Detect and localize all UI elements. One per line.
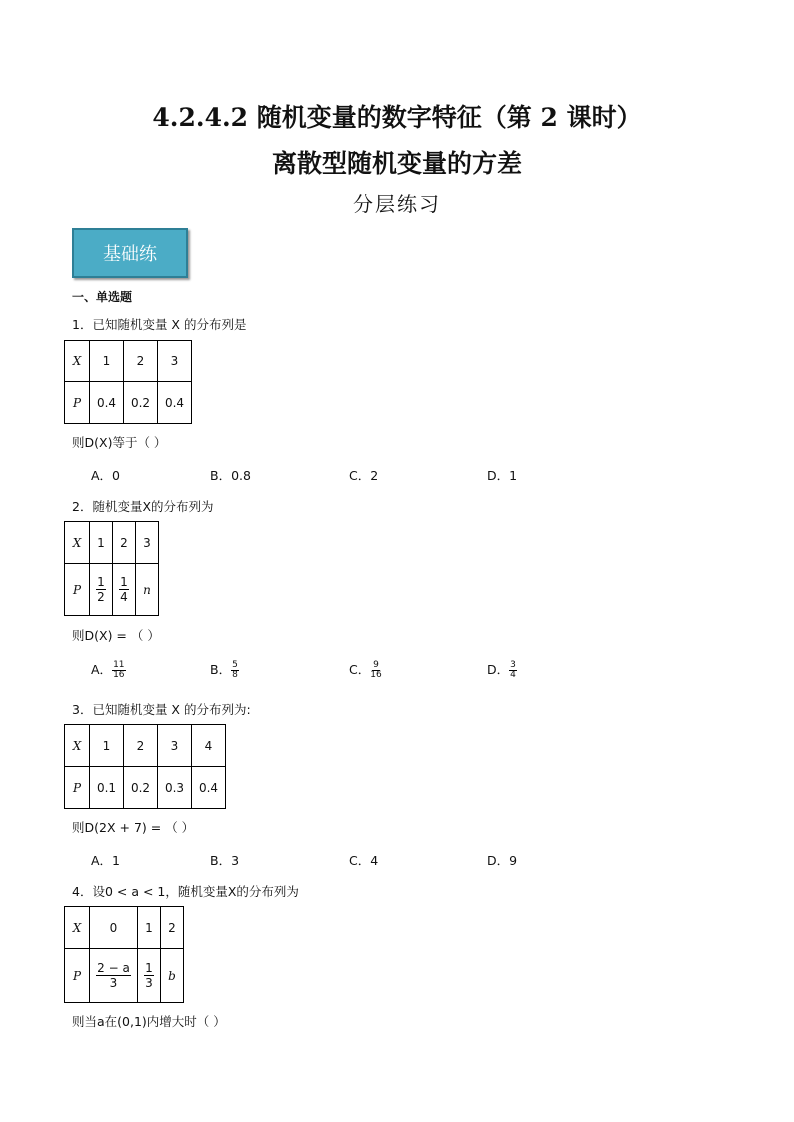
table-p-cell: $\frac{1}{2}$ (90, 564, 113, 616)
question-1-table (64, 340, 192, 424)
question-4-table (64, 906, 184, 1003)
table-p-cell: 0.3 (158, 767, 192, 809)
option-b: B．3 (210, 853, 240, 868)
table-x-cell: 2 (113, 522, 136, 564)
option-a: A．1 (91, 853, 121, 868)
table-x-cell: 2 (124, 341, 158, 382)
option-d: D． $\frac{3}{4}$ (487, 660, 516, 680)
table-x-cell: 1 (90, 725, 124, 767)
table-x-cell: 3 (136, 522, 159, 564)
table-x-label: X (65, 907, 90, 949)
question-4-stem: 4．设0 < a < 1，随机变量X的分布列为 (72, 884, 299, 899)
table-p-label: P (65, 564, 90, 616)
table-p-cell: $\frac{2 - a}{3}$ (90, 949, 138, 1003)
table-p-label: P (65, 767, 90, 809)
table-x-label: X (65, 341, 90, 382)
table-p-cell: 0.4 (192, 767, 226, 809)
title-line-1: 4.2.4.2 随机变量的数字特征（第 2 课时） (152, 103, 642, 132)
table-x-cell: 0 (90, 907, 138, 949)
table-x-cell: 1 (90, 522, 113, 564)
level-badge: 基础练 (72, 228, 188, 278)
option-b: B． $\frac{5}{8}$ (210, 660, 238, 680)
table-p-label: P (65, 949, 90, 1003)
table-p-cell: b (161, 949, 184, 1003)
question-2-stem: 2．随机变量X的分布列为 (72, 499, 214, 514)
option-c: C． $\frac{9}{16}$ (349, 660, 382, 680)
table-p-cell: 0.2 (124, 767, 158, 809)
option-c: C．4 (349, 853, 379, 868)
table-p-cell: 0.4 (158, 382, 192, 424)
table-x-cell: 1 (90, 341, 124, 382)
subtitle: 分层练习 (353, 192, 441, 216)
question-1-stem: 1．已知随机变量 X 的分布列是 (72, 317, 247, 332)
table-x-cell: 3 (158, 341, 192, 382)
table-p-cell: $\frac{1}{3}$ (138, 949, 161, 1003)
section-heading: 一、单选题 (72, 290, 133, 304)
option-d: D．1 (487, 468, 518, 483)
question-3-stem: 3．已知随机变量 X 的分布列为: (72, 702, 251, 717)
table-p-cell: 0.2 (124, 382, 158, 424)
question-2-ask: 则D(X) = （ ） (72, 628, 160, 643)
table-p-cell: 0.1 (90, 767, 124, 809)
question-3-ask: 则D(2X + 7) = （ ） (72, 820, 195, 835)
table-x-cell: 1 (138, 907, 161, 949)
option-d: D．9 (487, 853, 518, 868)
question-1-ask: 则D(X)等于（ ） (72, 435, 167, 450)
table-x-cell: 3 (158, 725, 192, 767)
table-p-label: P (65, 382, 90, 424)
table-p-cell: 0.4 (90, 382, 124, 424)
option-a: A． $\frac{11}{16}$ (91, 660, 125, 680)
option-b: B．0.8 (210, 468, 251, 483)
table-x-label: X (65, 522, 90, 564)
table-x-cell: 2 (161, 907, 184, 949)
option-c: C．2 (349, 468, 379, 483)
question-3-table (64, 724, 226, 809)
question-2-table (64, 521, 159, 616)
table-x-label: X (65, 725, 90, 767)
question-4-ask: 则当a在(0,1)内增大时（ ） (72, 1014, 226, 1029)
table-x-cell: 4 (192, 725, 226, 767)
table-p-cell: $\frac{1}{4}$ (113, 564, 136, 616)
table-p-cell: n (136, 564, 159, 616)
table-x-cell: 2 (124, 725, 158, 767)
title-line-2: 离散型随机变量的方差 (271, 149, 522, 178)
option-a: A．0 (91, 468, 121, 483)
